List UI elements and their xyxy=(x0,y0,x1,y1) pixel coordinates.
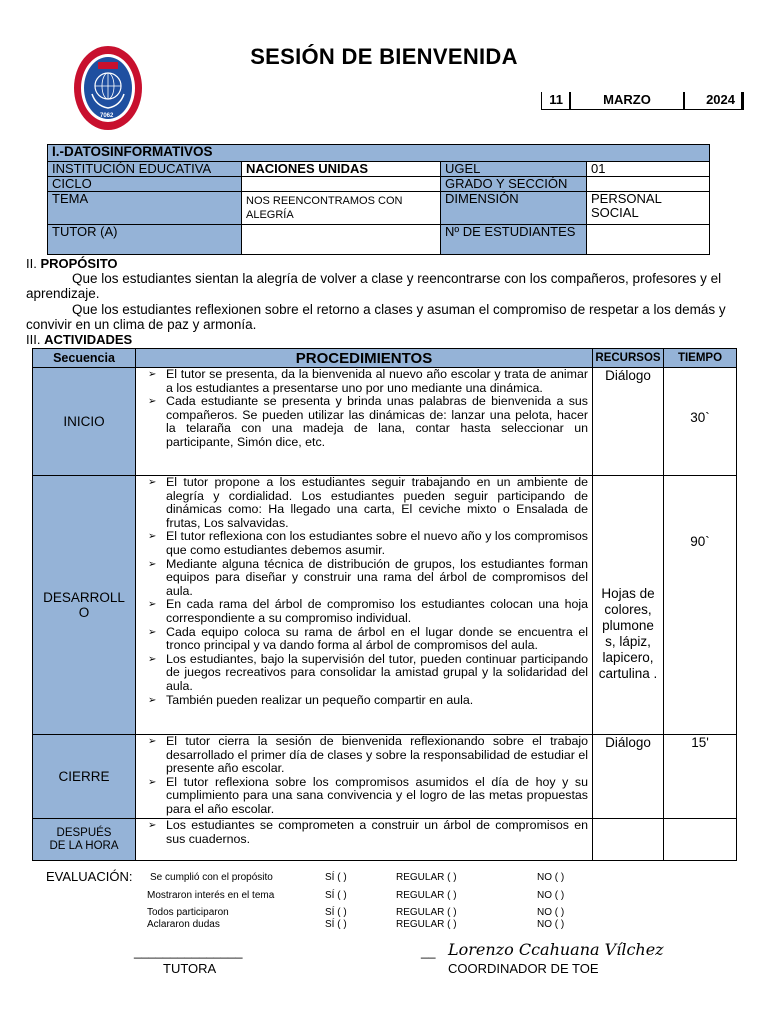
eval-no: NO ( ) xyxy=(537,872,565,883)
tutora-label: TUTORA xyxy=(163,961,217,976)
proposito-heading xyxy=(26,256,118,271)
date-box xyxy=(541,92,744,110)
info-value: NACIONES UNIDAS xyxy=(242,162,441,177)
info-label2: Nº DE ESTUDIANTES xyxy=(441,225,587,255)
info-label2: UGEL xyxy=(441,162,587,177)
procedures-inicio xyxy=(136,368,593,476)
eval-no: NO ( ) xyxy=(537,907,565,918)
col-header-recursos: RECURSOS xyxy=(593,349,664,368)
tutora-signature-line: _______________ xyxy=(134,944,243,959)
coordinador-label: COORDINADOR DE TOE xyxy=(448,961,599,976)
info-label2: DIMENSIÓN xyxy=(441,192,587,225)
eval-no: NO ( ) xyxy=(537,919,565,930)
procedures-desarrollo xyxy=(136,476,593,735)
info-value2 xyxy=(587,177,710,192)
info-label: INSTITUCIÓN EDUCATIVA xyxy=(48,162,242,177)
info-table xyxy=(47,144,710,255)
section-title: PROPÓSITO xyxy=(40,256,118,271)
section-title: ACTIVIDADES xyxy=(44,332,133,347)
section-number: II. xyxy=(26,256,37,271)
eval-item: Se cumplió con el propósito xyxy=(150,872,273,883)
list-item: ➢ El tutor reflexiona sobre los compromisos asumidos el día de hoy y su cumplimiento para una sana convivencia y el logro de las metas propuestas para el año escolar. xyxy=(136,776,588,817)
eval-si: SÍ ( ) xyxy=(325,890,347,901)
procedures-cierre xyxy=(136,735,593,819)
eval-si: SÍ ( ) xyxy=(325,907,347,918)
recursos-desarrollo: Hojas de colores, plumone s, lápiz, lapicero, cartulina . xyxy=(593,476,664,735)
list-item: ➢ En cada rama del árbol de compromiso los estudiantes colocan una hoja correspondiente a su compromiso individual. xyxy=(136,598,588,625)
info-value xyxy=(242,177,441,192)
info-value2 xyxy=(587,225,710,255)
section-number: III. xyxy=(26,332,41,347)
tiempo-despues xyxy=(664,819,737,861)
coordinador-signature-line: __ xyxy=(421,944,436,959)
list-item: ➢ Los estudiantes, bajo la supervisión del tutor, pueden continuar participando de juegos recreativos para consolidar la amistad grupal y la solidaridad del aula. xyxy=(136,653,588,694)
info-value xyxy=(242,225,441,255)
list-item: ➢ Cada equipo coloca su rama de árbol en el lugar donde se encuentra el tronco principal y va dando forma al árbol de compromisos del aula. xyxy=(136,626,588,653)
info-value: NOS REENCONTRAMOS CON ALEGRÍA xyxy=(242,192,441,225)
recursos-inicio: Diálogo xyxy=(593,368,664,476)
date-day: 11 xyxy=(542,92,571,109)
evaluation-label: EVALUACIÓN: xyxy=(46,869,133,884)
seq-despues: DESPUÉS DE LA HORA xyxy=(33,819,136,861)
tiempo-desarrollo: 90` xyxy=(664,476,737,735)
page-title: SESIÓN DE BIENVENIDA xyxy=(250,44,518,69)
info-label: TUTOR (A) xyxy=(48,225,242,255)
col-header-secuencia: Secuencia xyxy=(33,349,136,368)
info-value2: 01 xyxy=(587,162,710,177)
activities-table xyxy=(32,348,737,861)
eval-regular: REGULAR ( ) xyxy=(396,919,457,930)
list-item: ➢ El tutor cierra la sesión de bienvenida reflexionando sobre el trabajo desarrollado el primer día de clases y sobre la responsabilidad de estudiar el presente año escolar. xyxy=(136,735,588,776)
eval-si: SÍ ( ) xyxy=(325,919,347,930)
eval-item: Todos participaron xyxy=(147,907,229,918)
info-header: I.-DATOSINFORMATIVOS xyxy=(48,145,710,162)
seq-cierre: CIERRE xyxy=(33,735,136,819)
eval-regular: REGULAR ( ) xyxy=(396,890,457,901)
tiempo-inicio: 30` xyxy=(664,368,737,476)
coordinador-name: Lorenzo Ccahuana Vílchez xyxy=(448,940,664,959)
info-label: TEMA xyxy=(48,192,242,225)
info-value2: PERSONAL SOCIAL xyxy=(587,192,710,225)
info-label2: GRADO Y SECCIÓN xyxy=(441,177,587,192)
list-item: ➢ Los estudiantes se comprometen a construir un árbol de compromisos en sus cuadernos. xyxy=(136,819,588,846)
eval-regular: REGULAR ( ) xyxy=(396,872,457,883)
list-item: ➢ El tutor reflexiona con los estudiantes sobre el nuevo año y los compromisos que como estudiantes debemos asumir. xyxy=(136,530,588,557)
eval-regular: REGULAR ( ) xyxy=(396,907,457,918)
proposito-paragraph-1: Que los estudiantes sientan la alegría de volver a clase y reencontrarse con los compañeros, profesores y el aprendizaje. xyxy=(26,271,722,301)
info-label: CICLO xyxy=(48,177,242,192)
tiempo-cierre: 15' xyxy=(664,735,737,819)
recursos-despues xyxy=(593,819,664,861)
actividades-heading xyxy=(26,332,132,347)
list-item: ➢ El tutor propone a los estudiantes seguir trabajando en un ambiente de alegría y cordialidad. Los estudiantes pueden seguir participando de dinámicas como: Ha llegado una carta, El ceviche mixto o Ensalada de frutas, Los salvavidas. xyxy=(136,476,588,530)
eval-si: SÍ ( ) xyxy=(325,872,347,883)
list-item: ➢ También pueden realizar un pequeño compartir en aula. xyxy=(136,694,588,708)
list-item: ➢ Cada estudiante se presenta y brinda unas palabras de bienvenida a sus compañeros. Se pueden utilizar las dinámicas de: lanzar una pelota, hacer la telaraña con una madeja de lana, contar hasta seleccionar un participante, Simón dice, etc. xyxy=(136,395,588,449)
eval-item: Mostraron interés en el tema xyxy=(147,890,275,901)
date-year: 2024 xyxy=(685,92,743,109)
col-header-procedimientos: PROCEDIMIENTOS xyxy=(136,349,593,368)
date-month: MARZO xyxy=(571,92,685,109)
procedures-despues xyxy=(136,819,593,861)
proposito-paragraph-2: Que los estudiantes reflexionen sobre el retorno a clases y asuman el compromiso de respetar a los demás y convivir en un clima de paz y armonía. xyxy=(26,302,726,332)
seq-desarrollo: DESARROLL O xyxy=(33,476,136,735)
logo-number: 7062 xyxy=(100,113,114,119)
list-item: ➢ El tutor se presenta, da la bienvenida al nuevo año escolar y trata de animar a los estudiantes a presentarse uno por uno mediante una dinámica. xyxy=(136,368,588,395)
seq-inicio: INICIO xyxy=(33,368,136,476)
eval-item: Aclararon dudas xyxy=(147,919,220,930)
list-item: ➢ Mediante alguna técnica de distribución de grupos, los estudiantes forman equipos para diseñar y construir una rama del árbol de compromisos del aula. xyxy=(136,558,588,599)
recursos-cierre: Diálogo xyxy=(593,735,664,819)
eval-no: NO ( ) xyxy=(537,890,565,901)
col-header-tiempo: TIEMPO xyxy=(664,349,737,368)
